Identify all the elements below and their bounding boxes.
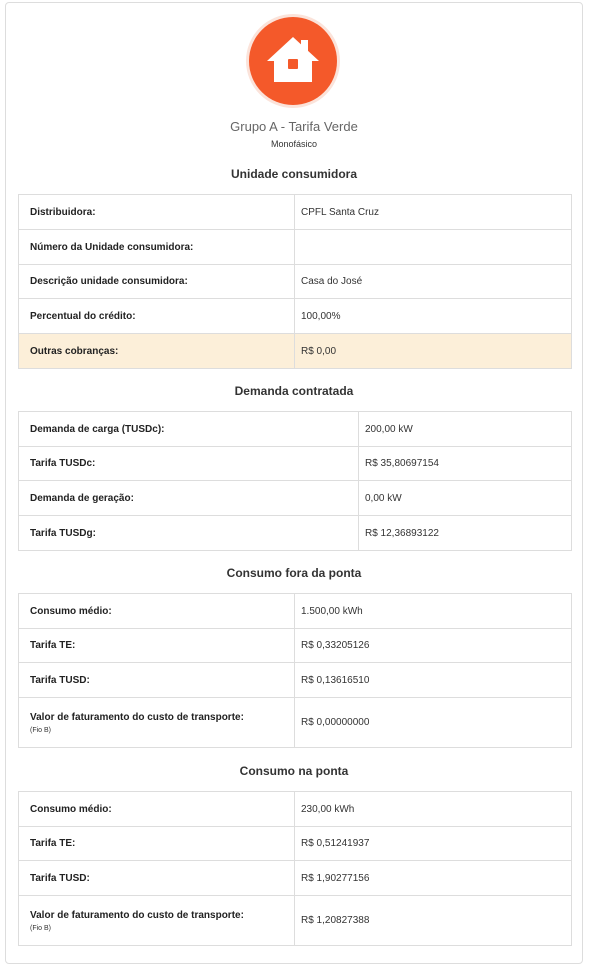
row-value xyxy=(295,230,572,265)
row-value: Casa do José xyxy=(295,265,572,299)
group-title: Grupo A - Tarifa Verde xyxy=(230,119,358,134)
table-row xyxy=(19,412,572,447)
table-fora-ponta xyxy=(18,593,572,748)
table-na-ponta xyxy=(18,791,572,946)
row-label-note: (Fio B) xyxy=(30,924,51,932)
row-value: CPFL Santa Cruz xyxy=(295,195,572,230)
row-value: 230,00 kWh xyxy=(295,792,572,827)
row-value: R$ 1,90277156 xyxy=(295,861,572,896)
section-title-demanda: Demanda contratada xyxy=(234,384,354,398)
row-label xyxy=(19,896,295,946)
house-icon xyxy=(249,17,337,105)
table-row xyxy=(19,896,572,946)
row-label xyxy=(19,698,295,748)
table-row xyxy=(19,827,572,861)
table-row xyxy=(19,861,572,896)
table-row xyxy=(19,663,572,698)
row-value: R$ 12,36893122 xyxy=(359,516,572,551)
row-label: Tarifa TUSD: xyxy=(19,861,295,896)
table-row xyxy=(19,792,572,827)
table-row xyxy=(19,447,572,481)
row-label: Número da Unidade consumidora: xyxy=(19,230,295,265)
row-label: Demanda de carga (TUSDc): xyxy=(19,412,359,447)
row-value: R$ 0,51241937 xyxy=(295,827,572,861)
table-row xyxy=(19,594,572,629)
section-title-unidade: Unidade consumidora xyxy=(230,167,358,181)
row-label: Tarifa TE: xyxy=(19,629,295,663)
row-label: Tarifa TUSDg: xyxy=(19,516,359,551)
row-label: Percentual do crédito: xyxy=(19,299,295,334)
row-value: R$ 0,33205126 xyxy=(295,629,572,663)
row-value: R$ 0,00000000 xyxy=(295,698,572,748)
table-row-highlighted xyxy=(19,334,572,369)
row-value: R$ 35,80697154 xyxy=(359,447,572,481)
row-value: R$ 1,20827388 xyxy=(295,896,572,946)
row-value: 0,00 kW xyxy=(359,481,572,516)
row-value: R$ 0,13616510 xyxy=(295,663,572,698)
table-row xyxy=(19,698,572,748)
row-label: Tarifa TUSD: xyxy=(19,663,295,698)
row-value: 200,00 kW xyxy=(359,412,572,447)
table-demanda xyxy=(18,411,572,551)
row-label: Descrição unidade consumidora: xyxy=(19,265,295,299)
row-value: R$ 0,00 xyxy=(295,334,572,369)
table-row xyxy=(19,195,572,230)
table-unidade xyxy=(18,194,572,369)
row-label: Distribuidora: xyxy=(19,195,295,230)
row-label: Tarifa TE: xyxy=(19,827,295,861)
section-title-fora-ponta: Consumo fora da ponta xyxy=(226,566,362,580)
row-value: 1.500,00 kWh xyxy=(295,594,572,629)
table-row xyxy=(19,516,572,551)
row-label-note: (Fio B) xyxy=(30,726,51,734)
table-row xyxy=(19,299,572,334)
row-label: Consumo médio: xyxy=(19,792,295,827)
table-row xyxy=(19,265,572,299)
table-row xyxy=(19,481,572,516)
row-label: Tarifa TUSDc: xyxy=(19,447,359,481)
row-label: Outras cobranças: xyxy=(19,334,295,369)
row-value: 100,00% xyxy=(295,299,572,334)
row-label: Demanda de geração: xyxy=(19,481,359,516)
row-label-text: Valor de faturamento do custo de transporte: xyxy=(30,909,244,921)
row-label: Consumo médio: xyxy=(19,594,295,629)
table-row xyxy=(19,629,572,663)
table-row xyxy=(19,230,572,265)
summary-card xyxy=(5,2,583,964)
row-label-text: Valor de faturamento do custo de transporte: xyxy=(30,711,244,723)
group-subtitle: Monofásico xyxy=(270,139,318,149)
section-title-na-ponta: Consumo na ponta xyxy=(239,764,349,778)
